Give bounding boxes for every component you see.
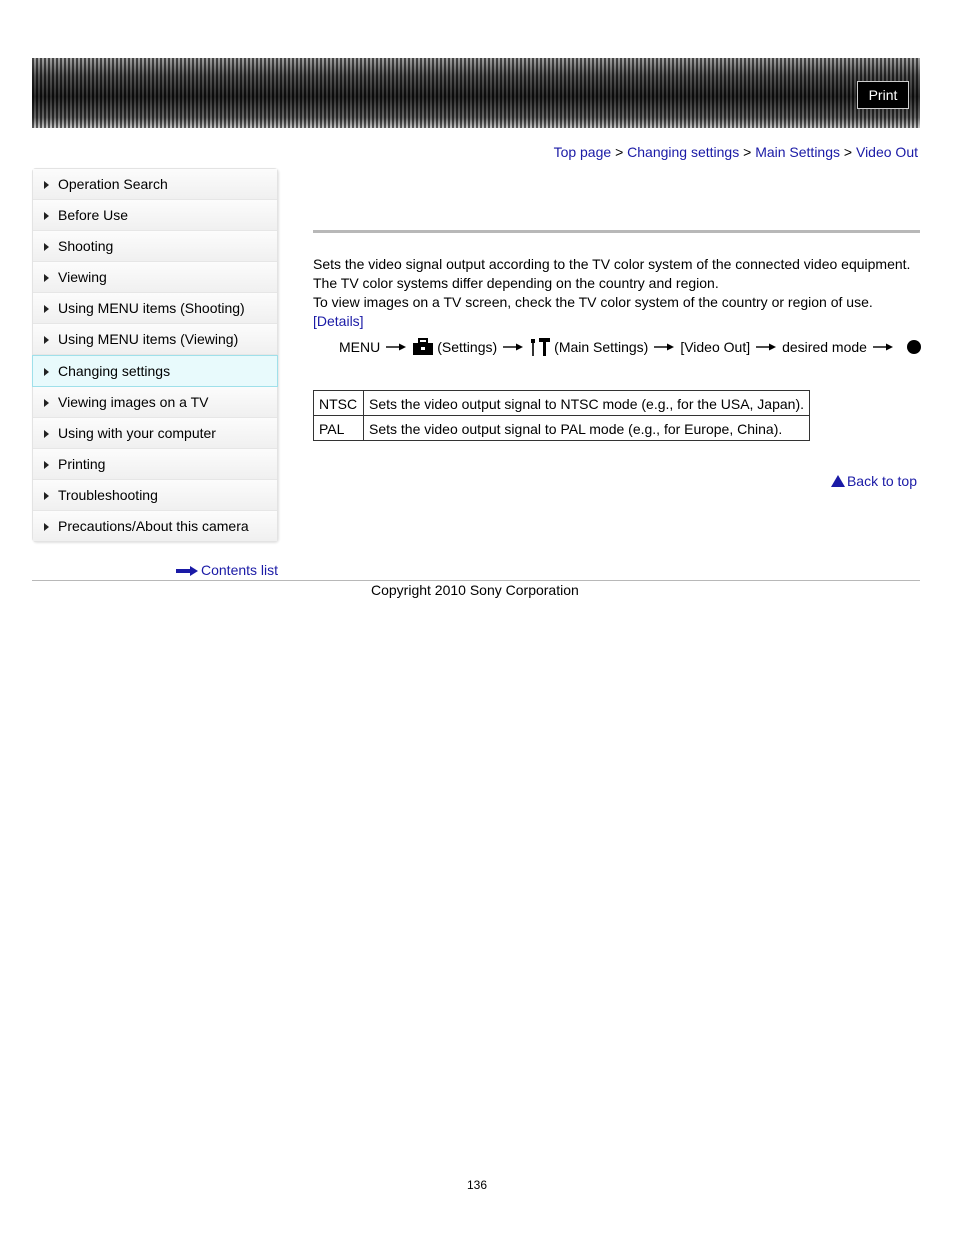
description-line: Sets the video signal output according to the TV color system of the connected video equipment. (313, 256, 911, 272)
triangle-up-icon (831, 475, 845, 487)
table-row (314, 391, 810, 416)
arrow-right-icon (756, 343, 776, 351)
arrow-right-icon (176, 566, 198, 576)
sidebar-item-viewing-on-tv[interactable] (33, 387, 277, 418)
sidebar-item-menu-shooting[interactable] (33, 293, 277, 324)
triangle-right-icon (44, 212, 49, 220)
sidebar-item-label: Shooting (58, 238, 114, 254)
triangle-right-icon (44, 305, 49, 313)
breadcrumb-separator: > (843, 144, 853, 160)
menu-path (339, 336, 921, 358)
menu-path-menu: MENU (339, 339, 381, 355)
toolbox-settings-icon (412, 338, 434, 356)
triangle-right-icon (44, 523, 49, 531)
breadcrumb-separator: > (743, 144, 752, 160)
breadcrumb-video-out[interactable]: Video Out (855, 144, 918, 160)
details-link[interactable]: [Details] (313, 313, 364, 329)
menu-path-settings: (Settings) (437, 339, 498, 355)
table-cell-mode: PAL (314, 416, 364, 441)
back-to-top-link[interactable] (831, 473, 917, 489)
triangle-right-icon (44, 181, 49, 189)
triangle-right-icon (44, 492, 49, 500)
sidebar-item-precautions[interactable] (33, 511, 277, 541)
triangle-right-icon (44, 399, 49, 407)
sidebar-item-changing-settings[interactable] (32, 355, 278, 387)
arrow-right-icon (503, 343, 523, 351)
sidebar-item-menu-viewing[interactable] (33, 324, 277, 355)
description (313, 255, 923, 331)
sidebar-item-label: Troubleshooting (58, 487, 158, 503)
menu-path-desired-mode: desired mode (782, 339, 867, 355)
sidebar-item-label: Viewing images on a TV (58, 394, 209, 410)
sidebar-item-printing[interactable] (33, 449, 277, 480)
footer-divider (32, 580, 920, 581)
triangle-right-icon (44, 430, 49, 438)
menu-path-main-settings: (Main Settings) (554, 339, 649, 355)
description-line: The TV color systems differ depending on the country and region. (313, 275, 719, 291)
triangle-right-icon (44, 461, 49, 469)
sidebar-item-label: Viewing (58, 269, 107, 285)
sidebar-item-troubleshooting[interactable] (33, 480, 277, 511)
print-button[interactable]: Print (857, 81, 909, 109)
breadcrumb (554, 144, 918, 160)
video-mode-table (313, 390, 810, 441)
breadcrumb-top-page[interactable]: Top page (553, 144, 612, 160)
sidebar-nav (32, 168, 278, 542)
breadcrumb-main-settings[interactable]: Main Settings (755, 144, 841, 160)
sidebar-item-before-use[interactable] (33, 200, 277, 231)
triangle-right-icon (44, 243, 49, 251)
copyright-text: Copyright 2010 Sony Corporation (371, 582, 579, 598)
menu-path-video-out: [Video Out] (680, 339, 751, 355)
table-cell-mode: NTSC (314, 391, 364, 416)
triangle-right-icon (44, 336, 49, 344)
triangle-right-icon (44, 368, 49, 376)
sidebar-item-label: Using with your computer (58, 425, 216, 441)
sidebar-item-label: Using MENU items (Shooting) (58, 300, 245, 316)
back-to-top-label: Back to top (846, 473, 917, 489)
arrow-right-icon (873, 343, 893, 351)
sidebar-item-viewing[interactable] (33, 262, 277, 293)
sidebar-item-label: Precautions/About this camera (58, 518, 249, 534)
arrow-right-icon (386, 343, 406, 351)
sidebar-item-label: Before Use (58, 207, 129, 223)
sidebar-item-label: Printing (58, 456, 106, 472)
contents-list-label: Contents list (201, 562, 279, 578)
arrow-right-icon (654, 343, 674, 351)
description-line: To view images on a TV screen, check the TV color system of the country or region of use. (313, 294, 873, 310)
center-button-icon (907, 340, 921, 354)
title-divider (313, 230, 920, 233)
table-row (314, 416, 810, 441)
sidebar-item-shooting[interactable] (33, 231, 277, 262)
contents-list-link[interactable] (176, 562, 278, 578)
triangle-right-icon (44, 274, 49, 282)
breadcrumb-separator: > (615, 144, 624, 160)
header-banner (32, 58, 920, 128)
sidebar-item-computer[interactable] (33, 418, 277, 449)
page-number: 136 (466, 1178, 488, 1192)
sidebar-item-label: Operation Search (58, 176, 168, 192)
table-cell-description: Sets the video output signal to PAL mode (e.g., for Europe, China). (364, 416, 810, 441)
wrench-hammer-icon (529, 337, 551, 357)
table-cell-description: Sets the video output signal to NTSC mode (e.g., for the USA, Japan). (364, 391, 810, 416)
breadcrumb-changing-settings[interactable]: Changing settings (627, 144, 740, 160)
sidebar-item-operation-search[interactable] (33, 169, 277, 200)
sidebar-item-label: Changing settings (58, 363, 171, 379)
sidebar-item-label: Using MENU items (Viewing) (58, 331, 239, 347)
